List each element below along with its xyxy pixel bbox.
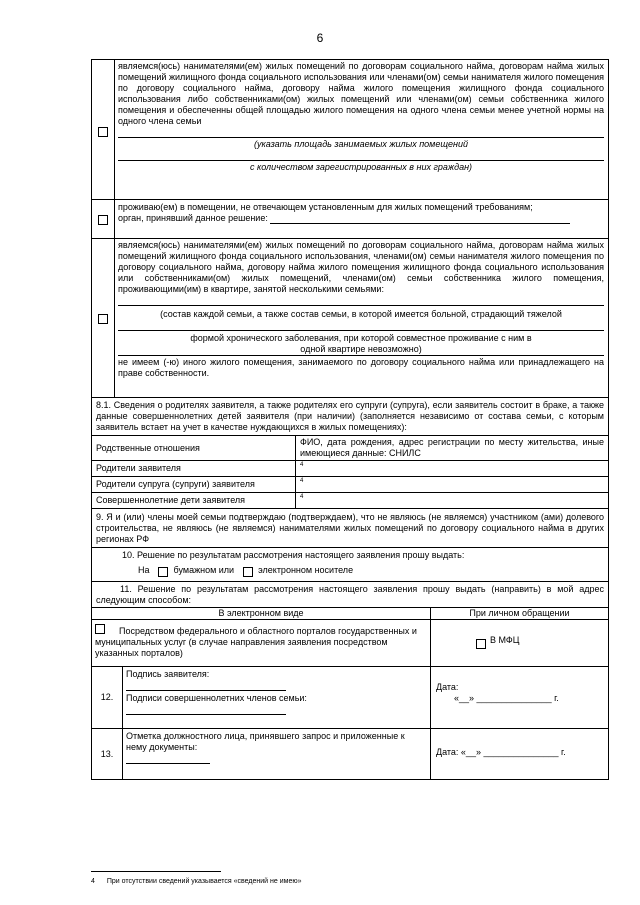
footnote-text: При отсутствии сведений указывается «сведений не имею» bbox=[106, 878, 302, 885]
section-8-1 bbox=[92, 398, 608, 509]
option-row-unfit-premises bbox=[92, 200, 608, 239]
relatives-row bbox=[92, 461, 608, 477]
relatives-row-label: Родители заявителя bbox=[92, 461, 296, 476]
page-number: 6 bbox=[316, 31, 324, 45]
row-number: 13. bbox=[92, 729, 123, 779]
delivery-prefix: На bbox=[138, 565, 150, 575]
organ-label: орган, принявший данное решение: bbox=[118, 213, 268, 223]
column-electronic-header: В электронном виде bbox=[218, 608, 304, 618]
footnote-number: 4 bbox=[91, 878, 95, 885]
application-form-table bbox=[91, 59, 609, 780]
option-text: проживаю(ем) в помещении, не отвечающем установленным для жилых помещений требованиям; bbox=[118, 202, 533, 212]
applicant-signature-label: Подпись заявителя: bbox=[126, 669, 210, 679]
relatives-row-input[interactable]: 4 bbox=[300, 494, 304, 500]
section-11 bbox=[92, 582, 608, 667]
relatives-header: Родственные отношения bbox=[92, 436, 296, 460]
fill-hint: (указать площадь занимаемых жилых помещений bbox=[254, 139, 468, 149]
footnote-separator bbox=[91, 871, 221, 872]
official-date-field[interactable]: Дата: «__» _______________ г. bbox=[436, 747, 566, 757]
option-row-insufficient-area bbox=[92, 60, 608, 200]
relatives-row bbox=[92, 477, 608, 493]
footnote bbox=[91, 876, 301, 887]
signature-row bbox=[92, 667, 608, 729]
checkbox-mfc[interactable] bbox=[476, 639, 486, 649]
relatives-data-header: ФИО, дата рождения, адрес регистрации по месту жительства, иные имеющиеся данные: СНИЛС bbox=[300, 437, 604, 458]
section-10 bbox=[92, 548, 608, 582]
date-label: Дата: bbox=[436, 682, 459, 692]
section-11-text: 11. Решение по результатам рассмотрения настоящего заявления прошу выдать (направить) в мой адрес следующим способом: bbox=[92, 582, 608, 608]
checkbox-paper[interactable] bbox=[158, 567, 168, 577]
relatives-row-label: Родители супруга (супруги) заявителя bbox=[92, 477, 296, 492]
mfc-label: В МФЦ bbox=[490, 635, 520, 645]
relatives-row-input[interactable]: 4 bbox=[300, 478, 304, 484]
section-9-text: 9. Я и (или) члены моей семьи подтверждаю (подтверждаем), что не являюсь (не являемся) участником (ами) долевого строительства, не являюсь (не являемся) нанимателями жилых помещений по договору социального найма в других регионах РФ bbox=[96, 512, 604, 544]
option-row-shared-apartment bbox=[92, 239, 608, 398]
official-mark-label: Отметка должностного лица, принявшего запрос и приложенные к нему документы: bbox=[126, 731, 405, 752]
fill-line[interactable] bbox=[118, 127, 604, 138]
fill-line[interactable] bbox=[118, 320, 604, 331]
no-other-housing-text: не имеем (-ю) иного жилого помещения, занимаемого по договору социального найма или принадлежащего на праве собственности. bbox=[118, 357, 604, 378]
date-field[interactable]: «__» _______________ г. bbox=[454, 693, 559, 703]
fill-hint: (состав каждой семьи, а также состав семьи, в которой имеется больной, страдающий тяжелой bbox=[160, 309, 562, 319]
official-mark-row bbox=[92, 729, 608, 779]
option-text: являемся(юсь) нанимателями(ем) жилых помещений по договорам социального найма, договорам найма жилых помещений жилищного фонда социального использования или членами(ом) семьи нанимателя жилого помещения по договору социального найма, договору найма жилого помещения жилищного фонда социального использования либо собственниками(ом) жилых помещений или членами(ом) семьи собственника жилого помещения и обеспеченны общей площадью жилого помещения на одного члена семьи менее учетной нормы на одного члена семьи bbox=[118, 61, 604, 126]
section-8-1-text: 8.1. Сведения о родителях заявителя, а также родителях его супруги (супруга), если заявитель состоит в браке, а также данные совершеннолетних детей заявителя (при наличии) (заполняется независимо от состава семьи, с которым заявитель встает на учет в качестве нуждающихся в жилых помещениях): bbox=[92, 398, 608, 436]
family-signature-label: Подписи совершеннолетних членов семьи: bbox=[126, 693, 307, 703]
fill-hint: формой хронического заболевания, при которой совместное проживание с ним в одной квартире невозможно) bbox=[190, 333, 532, 354]
applicant-signature-line[interactable] bbox=[126, 682, 286, 691]
relatives-row-input[interactable]: 4 bbox=[300, 462, 304, 468]
column-personal-header: При личном обращении bbox=[469, 608, 570, 618]
section-9 bbox=[92, 509, 608, 548]
checkbox-portal[interactable] bbox=[95, 624, 105, 634]
relatives-row-label: Совершеннолетние дети заявителя bbox=[92, 493, 296, 508]
portal-text: Посредством федерального и областного порталов государственных и муниципальных услуг (в случае направления заявления посредством указанных порталов) bbox=[95, 626, 417, 658]
official-signature-line[interactable] bbox=[126, 757, 210, 764]
fill-hint: с количеством зарегистрированных в них граждан) bbox=[249, 162, 473, 172]
organ-input-line[interactable] bbox=[270, 223, 570, 224]
checkbox-shared-apartment[interactable] bbox=[98, 314, 108, 324]
option-text: являемся(юсь) нанимателями(ем) жилых помещений по договорам социального найма, договорам найма жилых помещений жилищного фонда социального использования, членами(ом) семьи нанимателя жилого помещения по договору социального найма, договору найма жилого помещения жилищного фонда социального использования или собственниками(ом) жилых помещений, членами(ом) семьи собственника жилого помещения, проживающими(им) в квартире, занятой несколькими семьями: bbox=[118, 240, 604, 294]
section-10-text: 10. Решение по результатам рассмотрения настоящего заявления прошу выдать: bbox=[122, 550, 465, 560]
checkbox-insufficient-area[interactable] bbox=[98, 127, 108, 137]
relatives-row bbox=[92, 493, 608, 508]
delivery-paper-label: бумажном или bbox=[173, 565, 235, 575]
family-signature-line[interactable] bbox=[126, 704, 286, 715]
checkbox-electronic[interactable] bbox=[243, 567, 253, 577]
fill-line[interactable] bbox=[118, 150, 604, 161]
fill-line[interactable] bbox=[118, 295, 604, 306]
delivery-electronic-label: электронном носителе bbox=[258, 565, 354, 575]
row-number: 12. bbox=[92, 667, 123, 728]
checkbox-unfit-premises[interactable] bbox=[98, 215, 108, 225]
